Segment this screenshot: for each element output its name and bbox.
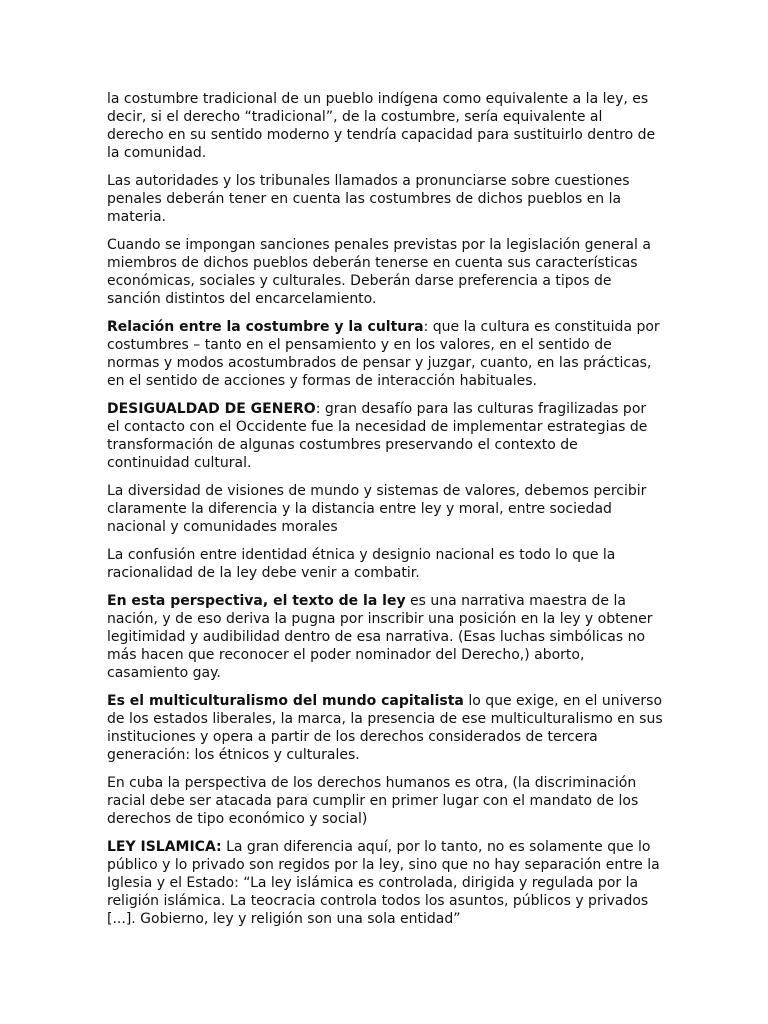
paragraph-text: La diversidad de visiones de mundo y sistemas de valores, debemos percibir claramente la diferencia y la distancia entre ley y moral, entre sociedad nacional y comunidades morales	[107, 483, 647, 535]
paragraph-text: En cuba la perspectiva de los derechos humanos es otra, (la discriminación racial debe ser atacada para cumplir en primer lugar con el mandato de los derechos de tipo económico y social)	[107, 775, 639, 827]
paragraph-text: La gran diferencia aquí, por lo tanto, no es solamente que lo público y lo privado son regidos por la ley, sino que no hay separación entre la Iglesia y el Estado: “La ley islámica es controlada, dirigida y regulada por la religión islámica. La teocracia controla todos los asuntos, públicos y privados [...]. Gobierno, ley y religión son una sola entidad”	[107, 839, 660, 927]
paragraph-text: lo que exige, en el universo de los estados liberales, la marca, la presencia de ese multiculturalismo en sus instituciones y opera a partir de los derechos considerados de tercera generación: los étnicos y culturales.	[107, 693, 663, 763]
paragraph	[107, 546, 663, 582]
paragraph	[107, 482, 663, 536]
paragraph	[107, 774, 663, 828]
paragraph-heading: LEY ISLAMICA:	[107, 839, 222, 855]
paragraph-text: es una narrativa maestra de la nación, y de eso deriva la pugna por inscribir una posición en la ley y obtener legitimidad y audibilidad dentro de esa narrativa. (Esas luchas simbólicas no más hacen que reconocer el poder nominador del Derecho,) aborto, casamiento gay.	[107, 593, 653, 681]
paragraph-text: : gran desafío para las culturas fragilizadas por el contacto con el Occidente fue la necesidad de implementar estrategias de transformación de algunas costumbres preservando el contexto de continuidad cultural.	[107, 401, 648, 471]
paragraph	[107, 318, 663, 390]
paragraph-heading: Es el multiculturalismo del mundo capitalista	[107, 693, 464, 709]
paragraph-text: : que la cultura es constituida por costumbres – tanto en el pensamiento y en los valores, en el sentido de normas y modos acostumbrados de pensar y juzgar, cuanto, en las prácticas, en el sentido de acciones y formas de interacción habituales.	[107, 319, 660, 389]
paragraph	[107, 90, 663, 162]
paragraph-text: la costumbre tradicional de un pueblo indígena como equivalente a la ley, es decir, si el derecho “tradicional”, de la costumbre, sería equivalente al derecho en su sentido moderno y tendría capacidad para sustituirlo dentro de la comunidad.	[107, 91, 656, 161]
paragraph-text: Las autoridades y los tribunales llamados a pronunciarse sobre cuestiones penales deberán tener en cuenta las costumbres de dichos pueblos en la materia.	[107, 173, 630, 225]
paragraph-text: Cuando se impongan sanciones penales previstas por la legislación general a miembros de dichos pueblos deberán tenerse en cuenta sus características económicas, sociales y culturales. Deberán darse preferencia a tipos de sanción distintos del encarcelamiento.	[107, 237, 651, 307]
paragraph	[107, 172, 663, 226]
document-page	[107, 90, 663, 938]
paragraph-heading: En esta perspectiva, el texto de la ley	[107, 593, 406, 609]
paragraph-heading: DESIGUALDAD DE GENERO	[107, 401, 316, 417]
paragraph-text: La confusión entre identidad étnica y designio nacional es todo lo que la racionalidad de la ley debe venir a combatir.	[107, 547, 616, 581]
paragraph	[107, 400, 663, 472]
paragraph	[107, 838, 663, 928]
paragraph-heading: Relación entre la costumbre y la cultura	[107, 319, 424, 335]
paragraph	[107, 692, 663, 764]
paragraph	[107, 236, 663, 308]
paragraph	[107, 592, 663, 682]
